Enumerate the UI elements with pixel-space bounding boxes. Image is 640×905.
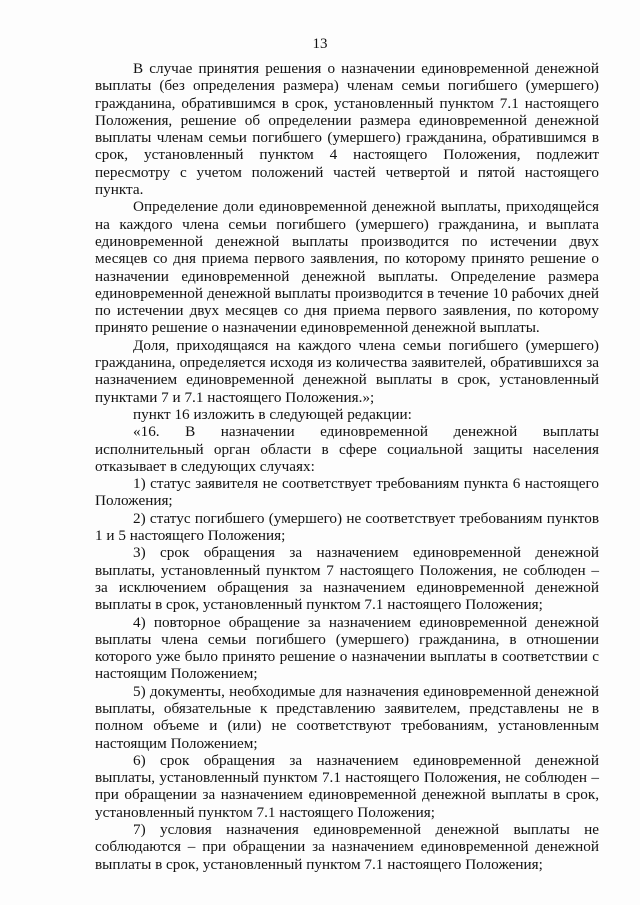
list-item-6: 6) срок обращения за назначением единовременной денежной выплаты, установленный пунктом 7.1 настоящего Положения, не соблюден – при обращении за назначением единовременной денежной выплаты в срок, установленный пунктом 7.1 настоящего Положения; [95,751,599,821]
list-item-3: 3) срок обращения за назначением единовременной денежной выплаты, установленный пунктом 7 настоящего Положения, не соблюден – за исключением обращения за назначением единовременной денежной выплаты в срок, установленный пунктом 7.1 настоящего Положения; [95,544,599,614]
list-item-2: 2) статус погибшего (умершего) не соответствует требованиям пунктов 1 и 5 настоящего Положения; [95,509,599,545]
paragraph-5: «16. В назначении единовременной денежной выплаты исполнительный орган области в сфере социальной защиты населения отказывает в следующих случаях: [95,423,599,475]
list-item-7: 7) условия назначения единовременной денежной выплаты не соблюдаются – при обращении за назначением единовременной денежной выплаты в срок, установленный пунктом 7.1 настоящего Положения; [95,821,599,873]
list-item-4: 4) повторное обращение за назначением единовременной денежной выплаты члена семьи погибшего (умершего) гражданина, в отношении которого уже было принято решение о назначении выплаты в соответствии с настоящим Положением; [95,613,599,683]
paragraph-1: В случае принятия решения о назначении единовременной денежной выплаты (без определения размера) членам семьи погибшего (умершего) гражданина, обратившимся в срок, установленный пунктом 7.1 настоящего Положения, решение об определении размера единовременной денежной выплаты членам семьи погибшего (умершего) гражданина, обратившимся в срок, установленный пунктом 4 настоящего Положения, подлежит пересмотру с учетом положений частей четвертой и пятой настоящего пункта. [95,60,599,199]
page-number: 13 [312,36,328,52]
list-item-1: 1) статус заявителя не соответствует требованиям пункта 6 настоящего Положения; [95,475,599,510]
paragraph-3: Доля, приходящаяся на каждого члена семьи погибшего (умершего) гражданина, определяется исходя из количества заявителей, обратившихся за назначением единовременной денежной выплаты в срок, установленный пунктами 7 и 7.1 настоящего Положения.»; [95,336,599,406]
paragraph-4: пункт 16 изложить в следующей редакции: [133,405,412,423]
list-item-5: 5) документы, необходимые для назначения единовременной денежной выплаты, обязательные к представлению заявителем, представлены не в полном объеме и (или) не соответствуют требованиям, установленным настоящим Положением; [95,682,599,752]
paragraph-2: Определение доли единовременной денежной выплаты, приходящейся на каждого члена семьи погибшего (умершего) гражданина, и выплата единовременной денежной выплаты производится по истечении двух месяцев со дня приема первого заявления, по которому принято решение о назначении единовременной денежной выплаты. Определение размера единовременной денежной выплаты производится в течение 10 рабочих дней по истечении двух месяцев со дня приема первого заявления, по которому принято решение о назначении единовременной денежной выплаты. [95,198,599,337]
document-body [95,60,599,873]
